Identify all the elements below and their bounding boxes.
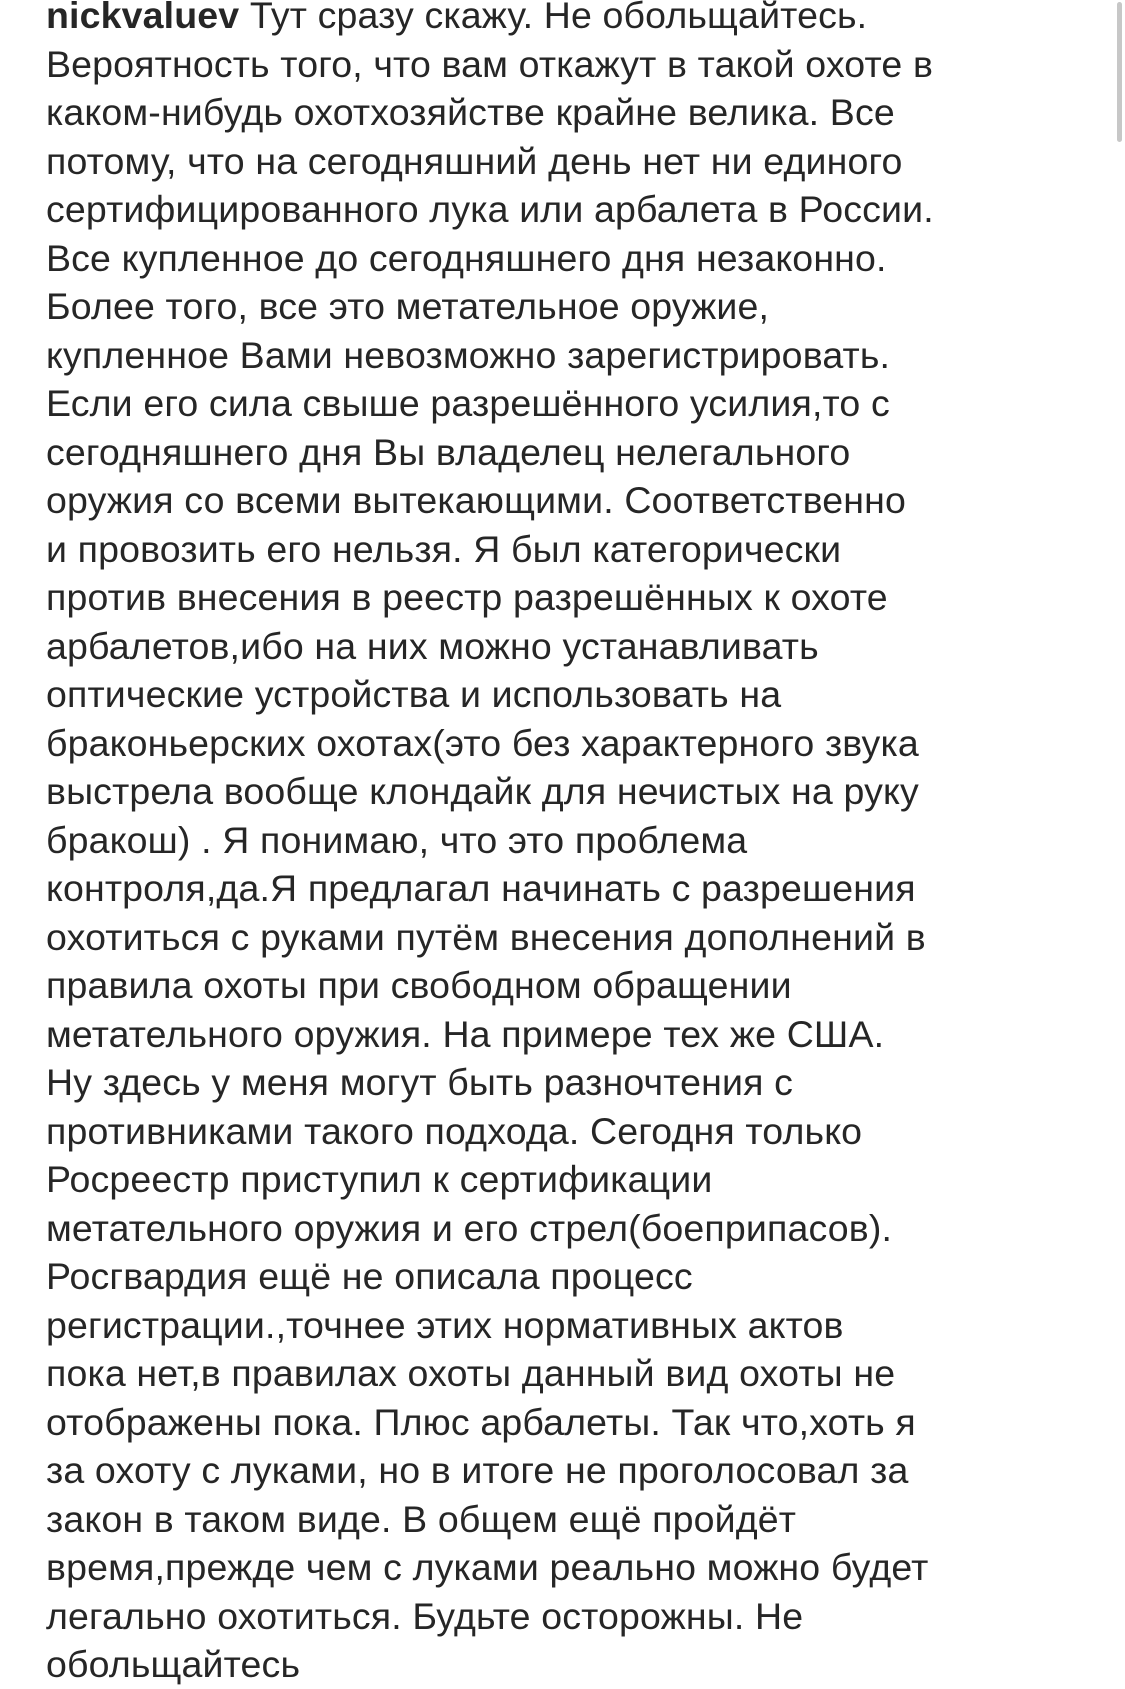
comment-line: арбалетов,ибо на них можно устанавливать	[46, 624, 819, 667]
comment-line: оптические устройства и использовать на	[46, 673, 782, 715]
comment-line: против внесения в реестр разрешённых к охоте	[46, 576, 888, 618]
comment-username[interactable]: nickvaluev	[46, 0, 240, 36]
comment-line: обольщайтесь	[46, 1643, 301, 1685]
comment-line: Росреестр приступил к сертификации	[46, 1158, 713, 1200]
comment-line: метательного оружия. На примере тех же США.	[46, 1012, 885, 1055]
comment-line: противниками такого подхода. Сегодня только	[46, 1109, 863, 1152]
comment-body	[46, 0, 1086, 1689]
comment-line: пока нет,в правилах охоты данный вид охоты не	[46, 1352, 896, 1394]
comment-line: закон в таком виде. В общем ещё пройдёт	[46, 1497, 797, 1540]
comment-line: контроля,да.Я предлагал начинать с разрешения	[46, 867, 916, 909]
comment-line: метательного оружия и его стрел(боеприпасов).	[46, 1206, 893, 1249]
comment-line: потому, что на сегодняшний день нет ни единого	[46, 139, 903, 182]
comment-line: nickvaluev Тут сразу скажу. Не обольщайтесь.	[46, 0, 1086, 40]
comment-line: охотиться с руками путём внесения дополнений в	[46, 915, 926, 958]
comment-line: браконьерских охотах(это без характерного звука	[46, 721, 919, 764]
comment-line: Более того, все это метательное оружие,	[46, 285, 770, 327]
comment-line: время,прежде чем с луками реально можно будет	[46, 1546, 929, 1588]
comment-line: регистрации.,точнее этих нормативных актов	[46, 1303, 844, 1346]
comment-line: каком-нибудь охотхозяйстве крайне велика. Все	[46, 91, 895, 133]
comment-line: Росгвардия ещё не описала процесс	[46, 1255, 693, 1297]
comment-line: сертифицированного лука или арбалета в России.	[46, 188, 934, 230]
comment-line: Вероятность того, что вам откажут в такой охоте в	[46, 42, 934, 85]
comment-line: купленное Вами невозможно зарегистрировать.	[46, 333, 891, 376]
comment-line: легально охотиться. Будьте осторожны. Не	[46, 1594, 804, 1637]
comment-line: бракош) . Я понимаю, что это проблема	[46, 818, 748, 861]
scrollbar[interactable]	[1117, 2, 1122, 142]
comment-line: Если его сила свыше разрешённого усилия,то с	[46, 382, 890, 424]
comment-line: за охоту с луками, но в итоге не проголосовал за	[46, 1449, 909, 1491]
comment-line: выстрела вообще клондайк для нечистых на руку	[46, 770, 919, 812]
comment-line: отображены пока. Плюс арбалеты. Так что,хоть я	[46, 1400, 916, 1443]
comment-line: оружия со всеми вытекающими. Соответственно	[46, 479, 906, 521]
comment-line: сегодняшнего дня Вы владелец нелегального	[46, 430, 851, 473]
comment-line: Все купленное до сегодняшнего дня незаконно.	[46, 236, 887, 279]
comment-line: правила охоты при свободном обращении	[46, 964, 792, 1006]
comment-line: Ну здесь у меня могут быть разночтения с	[46, 1061, 794, 1103]
comment-line: и провозить его нельзя. Я был категорически	[46, 527, 842, 570]
